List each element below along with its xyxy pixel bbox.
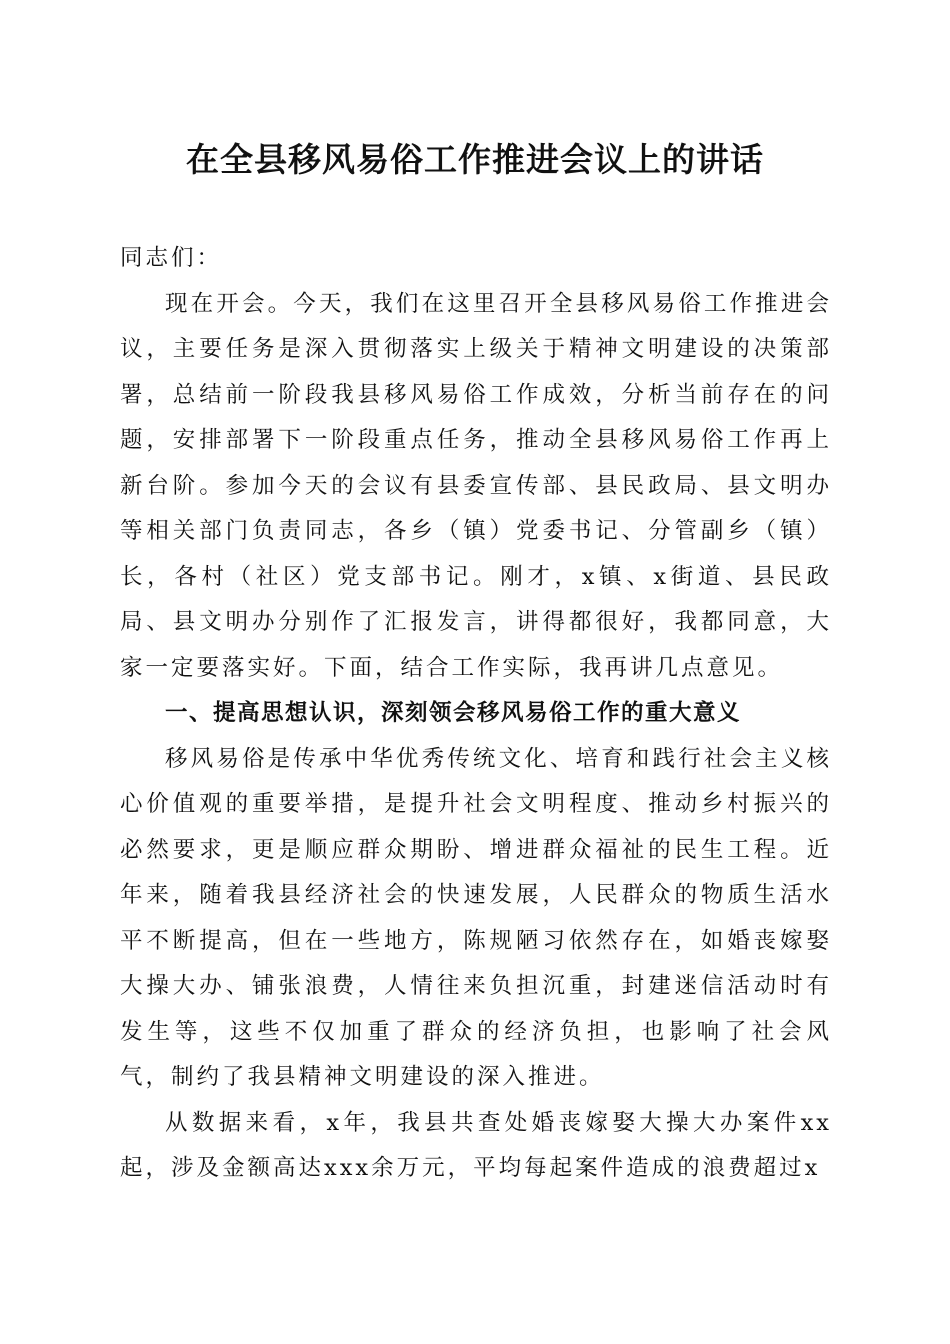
opening-paragraph: 现在开会。今天，我们在这里召开全县移风易俗工作推进会议，主要任务是深入贯彻落实上级关于精神文明建设的决策部署，总结前一阶段我县移风易俗工作成效，分析当前存在的问题，安排部署下一阶段重点任务，推动全县移风易俗工作再上新台阶。参加今天的会议有县委宣传部、县民政局、县文明办等相关部门负责同志，各乡（镇）党委书记、分管副乡（镇）长，各村（社区）党支部书记。刚才，x镇、x街道、县民政局、县文明办分别作了汇报发言，讲得都很好，我都同意，大家一定要落实好。下面，结合工作实际，我再讲几点意见。 (120, 290, 832, 681)
data-paragraph: 从数据来看，x年，我县共查处婚丧嫁娶大操大办案件xx起，涉及金额高达xxx余万元，平均每起案件造成的浪费超过x (120, 1109, 832, 1181)
document-body (120, 236, 832, 1192)
section-heading: 一、提高思想认识，深刻领会移风易俗工作的重大意义 (165, 700, 742, 726)
document-title: 在全县移风易俗工作推进会议上的讲话 (186, 140, 764, 179)
section-paragraph: 移风易俗是传承中华优秀传统文化、培育和践行社会主义核心价值观的重要举措，是提升社会文明程度、推动乡村振兴的必然要求，更是顺应群众期盼、增进群众福祉的民生工程。近年来，随着我县经济社会的快速发展，人民群众的物质生活水平不断提高，但在一些地方，陈规陋习依然存在，如婚丧嫁娶大操大办、铺张浪费，人情往来负担沉重，封建迷信活动时有发生等，这些不仅加重了群众的经济负担，也影响了社会风气，制约了我县精神文明建设的深入推进。 (120, 745, 832, 1090)
salutation: 同志们： (120, 245, 223, 271)
